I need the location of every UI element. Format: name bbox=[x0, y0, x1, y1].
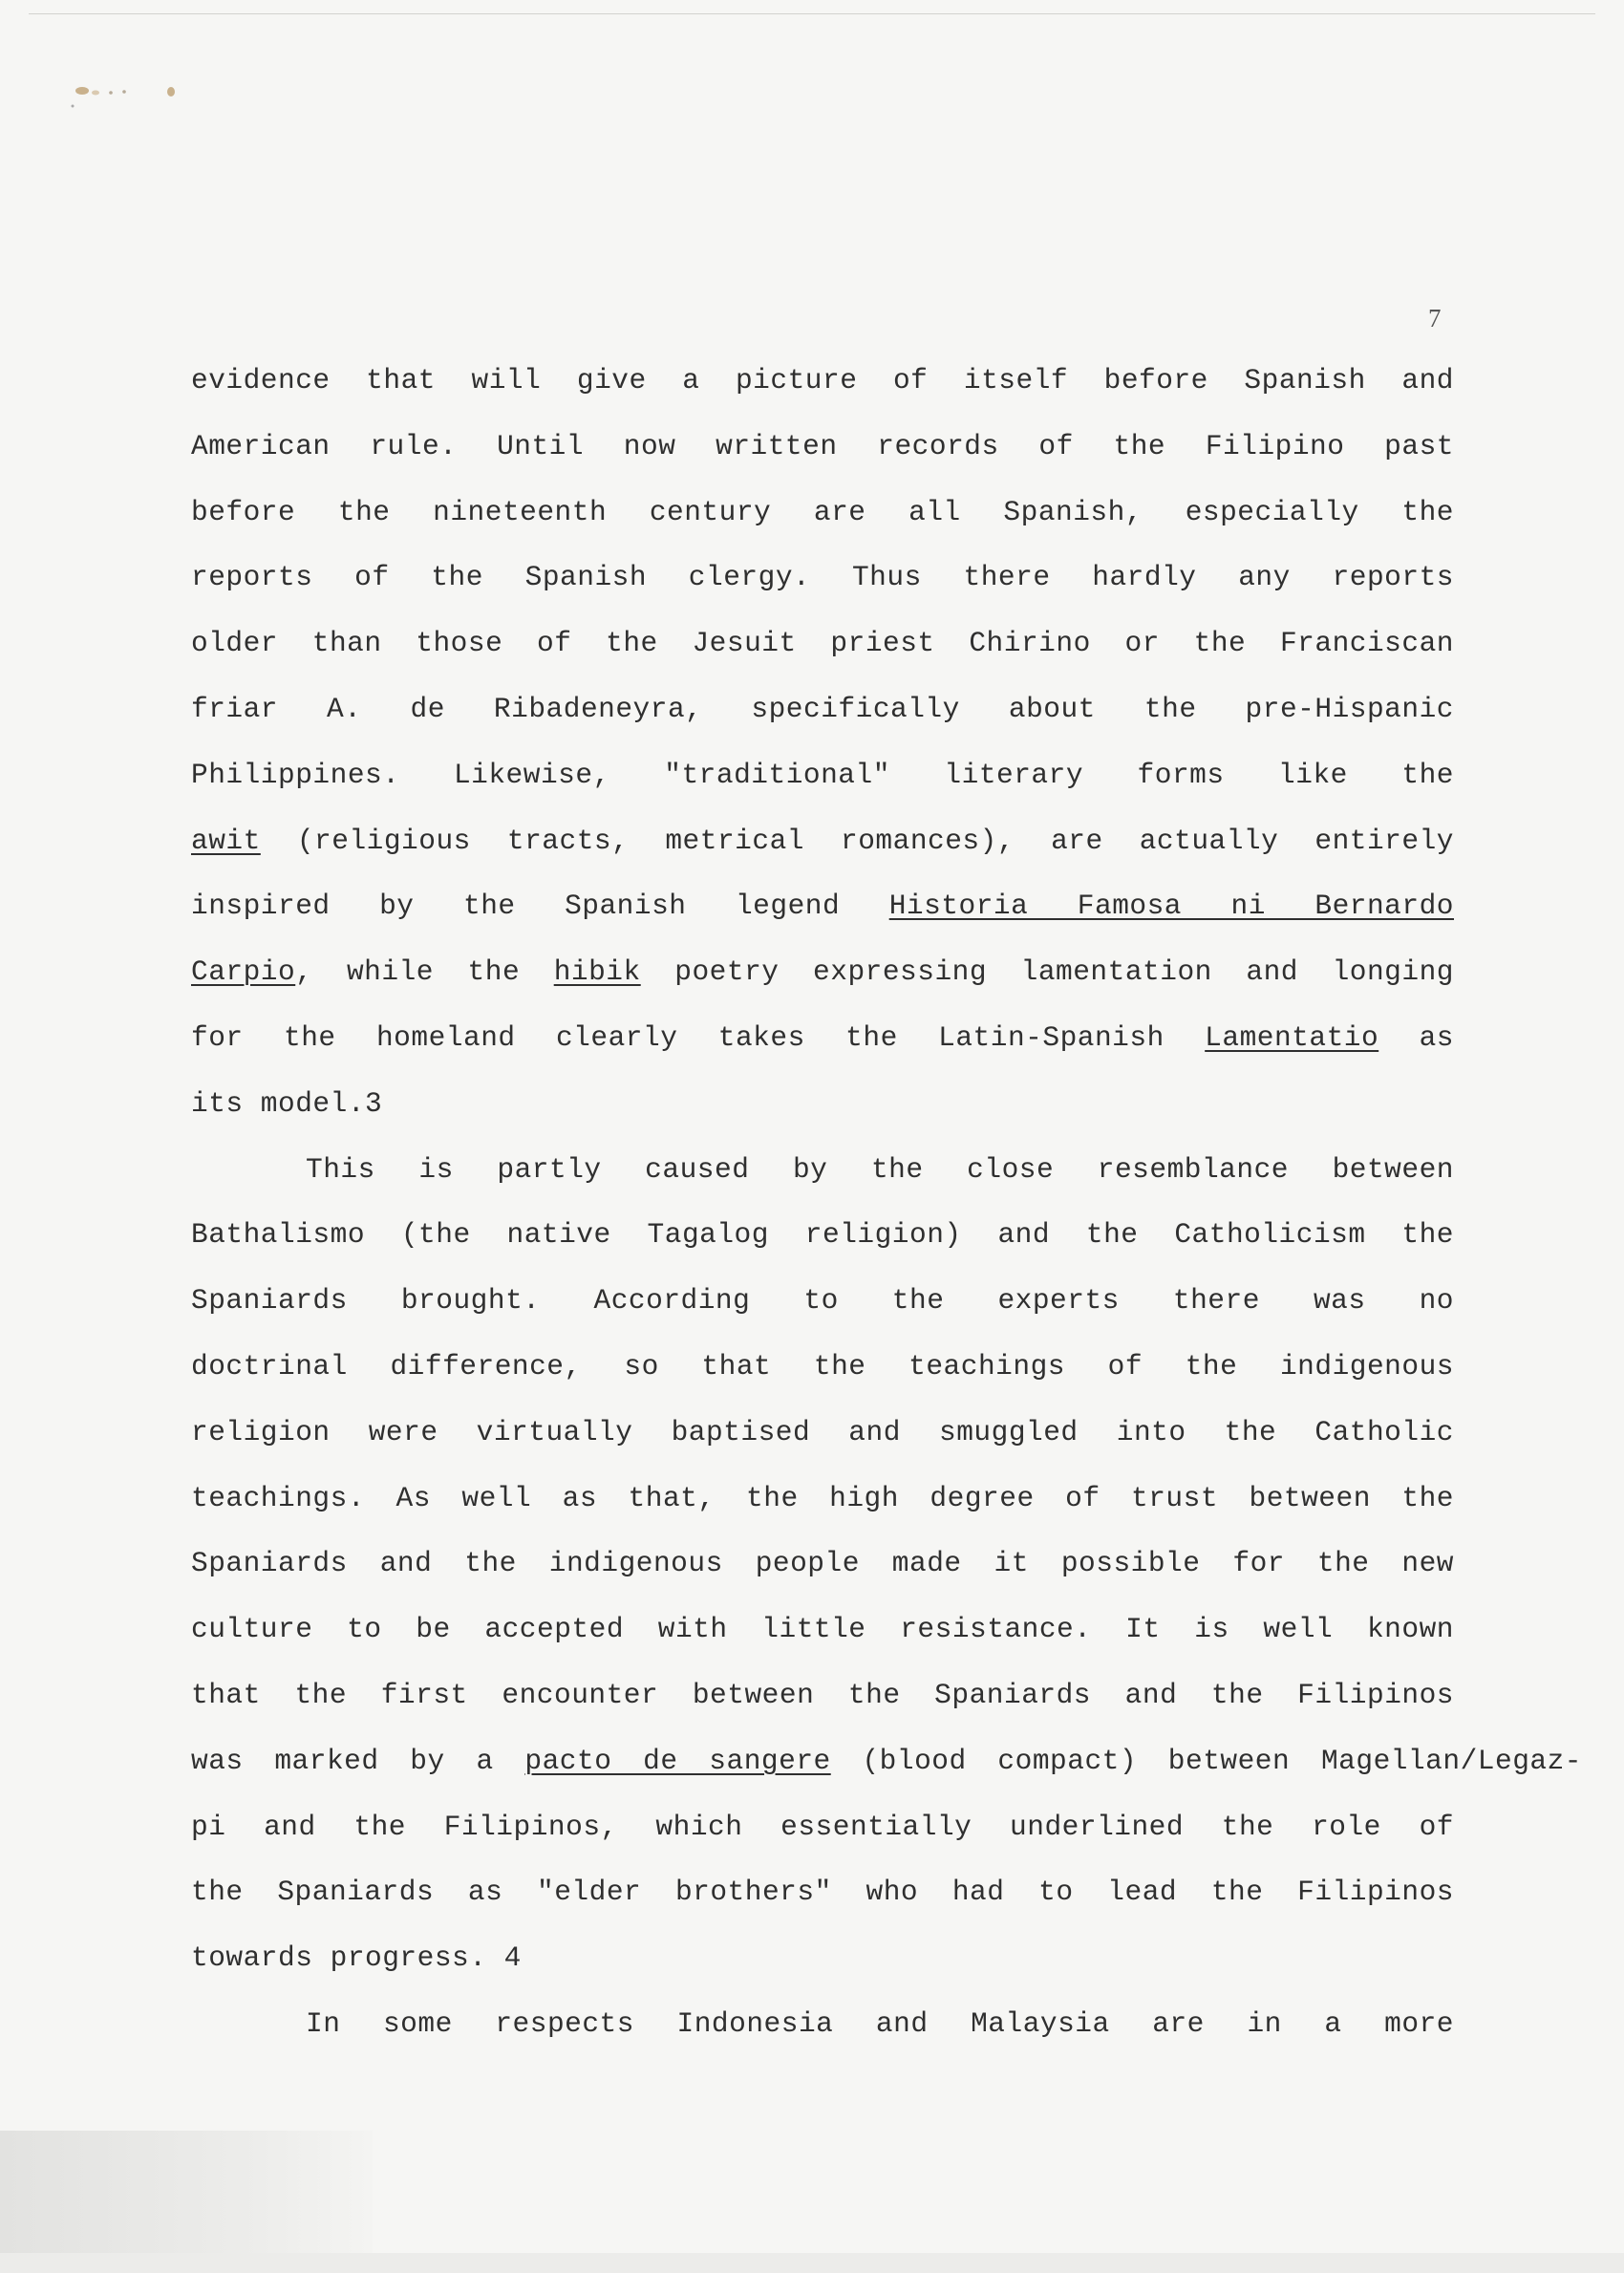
text-line bbox=[191, 558, 1454, 596]
text-segment: evidence that will give a picture of itself before Spanish and bbox=[191, 364, 1454, 397]
text-segment: inspired by the Spanish legend bbox=[191, 890, 889, 923]
text-segment: Philippines. Likewise, "traditional" literary forms like the bbox=[191, 758, 1454, 791]
underlined-title: hibik bbox=[553, 955, 641, 989]
text-segment: its model.3 bbox=[191, 1086, 383, 1120]
text-segment: was marked by a bbox=[191, 1744, 525, 1777]
text-line bbox=[191, 1215, 1454, 1254]
text-segment: pi and the Filipinos, which essentially underlined the role of bbox=[191, 1810, 1454, 1843]
text-segment: the Spaniards as "elder brothers" who had to lead the Filipinos bbox=[191, 1876, 1454, 1909]
text-segment: American rule. Until now written records of the Filipino past bbox=[191, 429, 1454, 462]
text-segment: older than those of the Jesuit priest Chirino or the Franciscan bbox=[191, 627, 1454, 660]
text-segment: friar A. de Ribadeneyra, specifically about the pre-Hispanic bbox=[191, 693, 1454, 725]
text-segment: religion were virtually baptised and smuggled into the Catholic bbox=[191, 1415, 1454, 1448]
staple-stain-mark bbox=[71, 81, 185, 110]
underlined-title: awit bbox=[191, 824, 261, 857]
underlined-title: Carpio bbox=[191, 955, 296, 989]
underlined-title: pacto de sangere bbox=[524, 1744, 831, 1777]
page-number: 7 bbox=[1428, 304, 1442, 332]
text-line bbox=[191, 1347, 1454, 1385]
text-line bbox=[306, 2005, 1454, 2043]
text-line bbox=[191, 1084, 1454, 1123]
text-segment: , while the bbox=[295, 955, 554, 989]
text-segment: that the first encounter between the Spaniards and the Filipinos bbox=[191, 1679, 1454, 1711]
text-segment: reports of the Spanish clergy. Thus there hardly any reports bbox=[191, 561, 1454, 594]
text-segment: Bathalismo (the native Tagalog religion) and the Catholicism the bbox=[191, 1218, 1454, 1252]
text-line bbox=[191, 1676, 1454, 1714]
text-line bbox=[191, 953, 1454, 991]
text-segment: towards progress. 4 bbox=[191, 1941, 522, 1975]
scan-bottom-edge bbox=[0, 2253, 1624, 2273]
text-line bbox=[191, 887, 1454, 925]
text-line bbox=[191, 624, 1454, 662]
text-segment: doctrinal difference, so that the teachings of the indigenous bbox=[191, 1350, 1454, 1383]
text-segment: for the homeland clearly takes the Latin-Spanish bbox=[191, 1021, 1206, 1054]
text-segment: poetry expressing lamentation and longing bbox=[640, 955, 1454, 989]
text-line bbox=[191, 1610, 1454, 1648]
text-segment: Spaniards and the indigenous people made it possible for the new bbox=[191, 1547, 1454, 1580]
underlined-title: Lamentatio bbox=[1205, 1021, 1379, 1054]
text-line bbox=[191, 1413, 1454, 1451]
text-line bbox=[191, 1281, 1454, 1319]
text-segment: before the nineteenth century are all Spanish, especially the bbox=[191, 495, 1454, 528]
text-line bbox=[191, 361, 1454, 399]
text-line bbox=[306, 1150, 1454, 1189]
page-top-edge bbox=[29, 13, 1595, 14]
text-segment: (religious tracts, metrical romances), are actually entirely bbox=[260, 824, 1454, 857]
text-line bbox=[191, 1544, 1454, 1582]
text-segment: culture to be accepted with little resistance. It is well known bbox=[191, 1613, 1454, 1646]
text-line bbox=[191, 756, 1454, 794]
text-line bbox=[191, 1873, 1454, 1911]
text-line bbox=[191, 690, 1454, 728]
text-line bbox=[191, 1019, 1454, 1057]
text-line bbox=[191, 1939, 1454, 1977]
text-segment: In some respects Indonesia and Malaysia are in a more bbox=[306, 2007, 1454, 2040]
scan-shadow bbox=[0, 2131, 373, 2273]
text-segment: (blood compact) between Magellan/Legaz- bbox=[830, 1744, 1582, 1777]
text-segment: as bbox=[1378, 1021, 1454, 1054]
text-line bbox=[191, 1742, 1582, 1780]
text-line bbox=[191, 493, 1454, 531]
text-segment: Spaniards brought. According to the experts there was no bbox=[191, 1284, 1454, 1318]
underlined-title: Historia Famosa ni Bernardo bbox=[888, 890, 1454, 923]
text-line bbox=[191, 1479, 1454, 1517]
text-segment: This is partly caused by the close resemblance between bbox=[306, 1152, 1454, 1186]
text-line bbox=[191, 427, 1454, 465]
text-line bbox=[191, 822, 1454, 860]
text-line bbox=[191, 1808, 1454, 1846]
text-segment: teachings. As well as that, the high degree of trust between the bbox=[191, 1481, 1454, 1514]
